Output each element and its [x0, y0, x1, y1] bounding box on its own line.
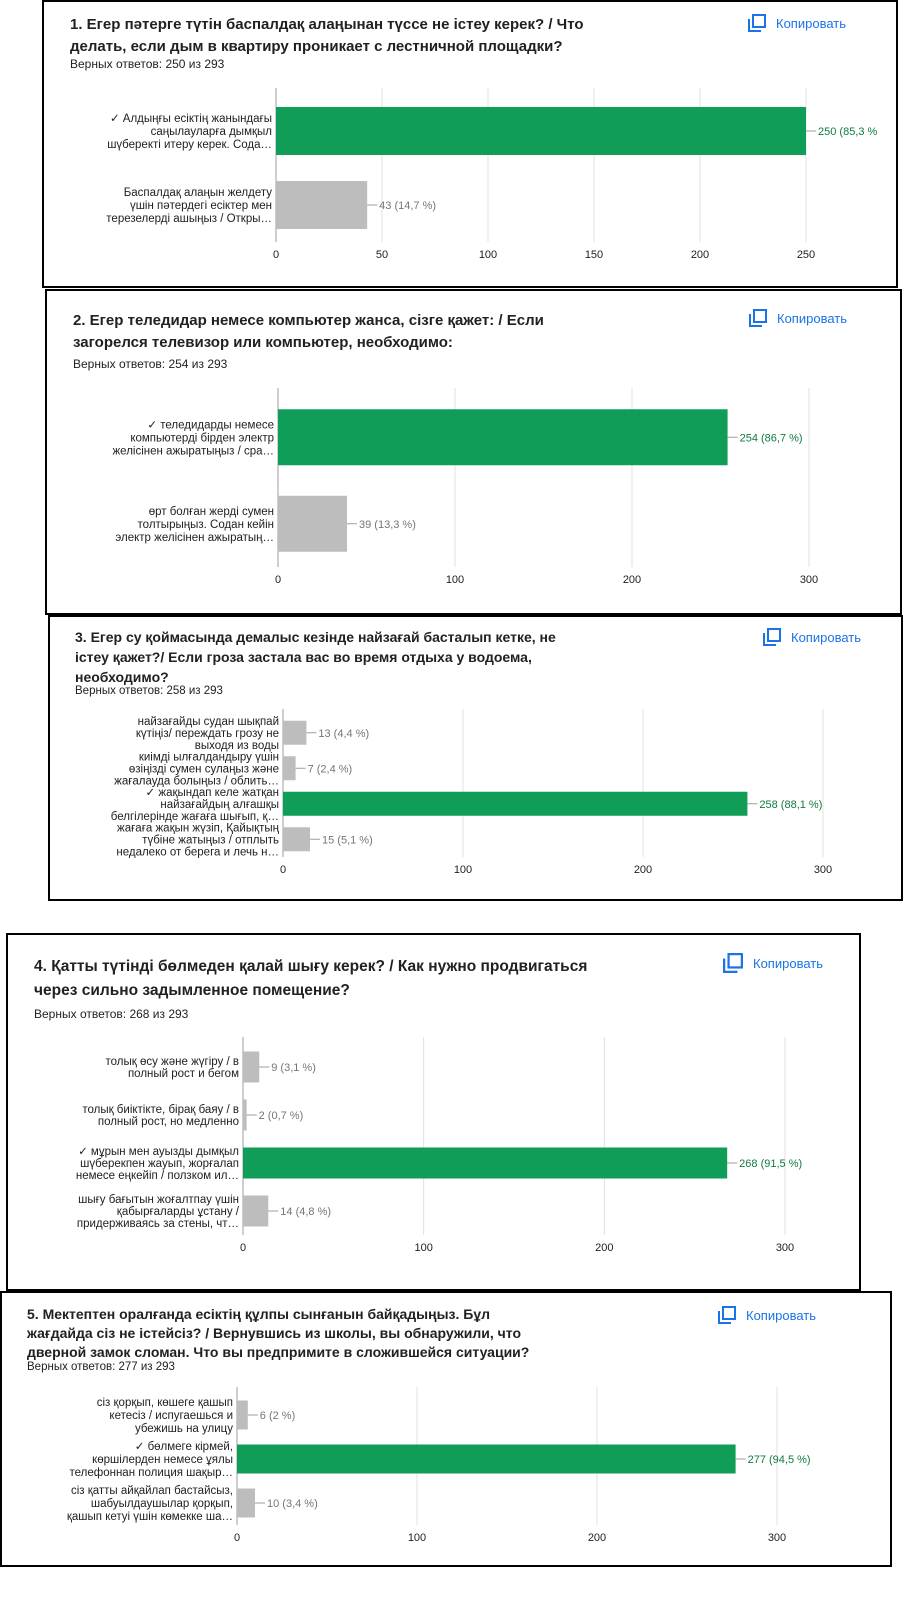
category-label-line: электр желісінен ажыратың…	[115, 531, 274, 544]
value-label: 9 (3,1 %)	[271, 1062, 316, 1074]
category-label-line: убежишь на улицу	[134, 1423, 233, 1435]
category-label-line: үшін пәтердегі есіктер мен	[129, 200, 272, 212]
bar-chart	[8, 935, 863, 1293]
category-label-line: шабуылдаушылар қорқып,	[90, 1498, 233, 1510]
category-label-line: кетесіз / испугаешься и	[109, 1410, 233, 1422]
answer-bar	[276, 181, 367, 229]
answer-bar	[278, 496, 347, 552]
category-label-line: түбіне жатыңыз / отплыть	[142, 834, 279, 847]
category-label	[69, 1441, 233, 1479]
question-title: 5. Мектептен оралғанда есіктің құлпы сынғанын байқадыңыз. Бұл жағдайда сіз не істейсіз? / Вернувшись из школы, вы обнаружили, что дверной замок сломан. Что вы предпримите в сложившейся ситуации?	[27, 1306, 530, 1360]
answer-bar	[237, 1489, 255, 1518]
category-label-line: ✓ теледидарды немесе	[147, 419, 274, 432]
category-label	[111, 787, 279, 823]
category-label	[114, 751, 279, 787]
category-label-line: ✓ Алдыңғы есіктің жанындағы	[109, 113, 272, 125]
correct-answers-count: Верных ответов: 268 из 293	[34, 1007, 189, 1021]
value-label: 268 (91,5 %)	[739, 1158, 803, 1170]
category-label-line: немесе еңкейіп / ползком ил…	[75, 1170, 239, 1182]
question-title: 2. Егер теледидар немесе компьютер жанса, сізге қажет: / Если загорелся телевизор или компьютер, необходимо:	[73, 312, 544, 351]
value-label: 254 (86,7 %)	[739, 432, 803, 445]
category-label	[97, 1397, 233, 1435]
category-label-line: қашып кетуі үшін көмекке ша…	[66, 1511, 233, 1523]
copy-label: Копировать	[746, 1307, 816, 1323]
value-label: 7 (2,4 %)	[307, 763, 353, 776]
question-title: 4. Қатты түтінді бөлмеден қалай шығу керек? / Как нужно продвигаться через сильно задымленное помещение?	[34, 958, 588, 999]
tick-label: 200	[595, 1242, 614, 1254]
question-title: 1. Егер пәтерге түтін баспалдақ алаңынан түссе не істеу керек? / Что делать, если дым в квартиру проникает с лестничной площадки?	[70, 16, 584, 55]
category-label-line: шығу бағытын жоғалтпау үшін	[78, 1194, 239, 1206]
answer-bar	[283, 721, 306, 745]
category-label-line: жағаға жақын жүзіп, Қайықтың	[117, 822, 279, 835]
tick-label: 300	[799, 574, 819, 586]
value-label: 39 (13,3 %)	[359, 518, 416, 531]
category-label-line: телефоннан полиция шақыр…	[69, 1467, 233, 1479]
category-label-line: придерживаясь за стены, чт…	[76, 1218, 239, 1230]
category-label-line: өрт болған жерді сумен	[148, 505, 274, 518]
correct-answer-bar	[243, 1148, 727, 1179]
category-label-line: көршілерден немесе ұялы	[92, 1454, 233, 1466]
category-label-line: шүберекпен жауып, жорғалап	[80, 1158, 239, 1170]
tick-label: 0	[239, 1242, 247, 1254]
category-label-line: жағалауда болыңыз / облить…	[114, 775, 279, 788]
copy-label: Копировать	[753, 955, 823, 971]
value-label: 258 (88,1 %)	[759, 798, 823, 811]
question-title: 3. Егер су қоймасында демалыс кезінде найзағай басталып кетке, не істеу қажет?/ Если гроза застала вас во время отдыха у водоема, необходимо?	[75, 629, 556, 685]
category-label	[136, 716, 279, 752]
value-label: 43 (14,7 %)	[379, 200, 437, 212]
value-label: 14 (4,8 %)	[280, 1206, 332, 1218]
question-card-3	[48, 615, 903, 901]
category-label-line: Баспалдақ алаңын желдету	[123, 187, 272, 199]
answer-bar	[283, 756, 296, 780]
answer-bar	[243, 1196, 268, 1227]
tick-label: 0	[233, 1532, 241, 1544]
value-label: 6 (2 %)	[259, 1410, 296, 1422]
correct-answers-count: Верных ответов: 277 из 293	[27, 1361, 175, 1373]
tick-label: 200	[690, 249, 710, 261]
category-label-line: сіз қатты айқайлап бастайсыз,	[70, 1485, 233, 1497]
tick-label: 100	[445, 574, 465, 586]
category-label	[106, 187, 272, 225]
category-label-line: найзағайдың алғашқы	[160, 798, 279, 811]
category-label-line: полный рост и бегом	[127, 1068, 239, 1080]
category-label	[115, 506, 274, 544]
answer-bar	[243, 1052, 259, 1083]
value-label: 277 (94,5 %)	[747, 1454, 811, 1466]
category-label-line: киімді ылғалдандыру үшін	[138, 751, 279, 764]
correct-answers-count: Верных ответов: 250 из 293	[70, 57, 225, 71]
category-label-line: толық өсу және жүгіру / в	[105, 1056, 239, 1068]
tick-label: 0	[274, 574, 282, 586]
question-card-2	[45, 289, 902, 615]
category-label-line: толтырыңыз. Содан кейін	[137, 518, 274, 531]
category-label	[105, 1056, 239, 1080]
copy-label: Копировать	[776, 15, 846, 31]
bar-chart	[50, 617, 905, 903]
answer-bar	[283, 827, 310, 851]
category-label-line: терезелерді ашыңыз / Откры…	[106, 213, 272, 225]
tick-label: 0	[272, 249, 280, 261]
category-label-line: полный рост, но медленно	[97, 1116, 239, 1128]
category-label-line: саңылауларға дымқыл	[150, 126, 272, 138]
bar-chart	[44, 2, 900, 290]
value-label: 10 (3,4 %)	[267, 1498, 318, 1510]
category-label-line: выходя из воды	[194, 739, 279, 752]
category-label-line: күтіңіз/ переждать грозу не	[135, 727, 279, 740]
category-label	[76, 1146, 239, 1182]
tick-label: 50	[375, 249, 389, 261]
correct-answers-count: Верных ответов: 254 из 293	[73, 357, 228, 371]
category-label-line: қабырғаларды ұстану /	[116, 1206, 239, 1218]
value-label: 250 (85,3 %	[818, 126, 878, 138]
tick-label: 100	[478, 249, 498, 261]
correct-answer-bar	[237, 1445, 736, 1474]
correct-answer-bar	[278, 409, 728, 465]
bar-chart	[47, 291, 904, 617]
category-label-line: сіз қорқып, көшеге қашып	[96, 1397, 233, 1409]
category-label-line: шүберекті итеру керек. Сода…	[107, 139, 272, 151]
category-label-line: ✓ жақындап келе жатқан	[145, 786, 279, 799]
question-card-1	[42, 0, 898, 288]
category-label-line: өзіңізді сумен сулаңыз және	[128, 763, 279, 776]
tick-label: 300	[813, 864, 833, 876]
category-label-line: найзағайды судан шықпай	[137, 715, 279, 728]
category-label-line: ✓ бөлмеге кірмей,	[134, 1441, 233, 1453]
tick-label: 100	[414, 1242, 433, 1254]
category-label	[107, 113, 272, 151]
correct-answer-bar	[283, 792, 747, 816]
category-label	[67, 1485, 233, 1523]
category-label	[116, 822, 279, 858]
answer-bar	[243, 1100, 247, 1131]
answer-bar	[237, 1401, 248, 1430]
tick-label: 0	[279, 864, 287, 876]
copy-label: Копировать	[791, 629, 861, 645]
tick-label: 300	[775, 1242, 795, 1254]
value-label: 15 (5,1 %)	[322, 834, 373, 847]
question-card-4	[6, 933, 861, 1291]
category-label-line: недалеко от берега и лечь н…	[116, 846, 279, 859]
category-label-line: ✓ мұрын мен ауызды дымқыл	[78, 1146, 239, 1158]
category-label	[112, 419, 274, 457]
tick-label: 150	[584, 249, 604, 261]
bar-chart	[2, 1293, 894, 1569]
category-label	[77, 1194, 240, 1230]
tick-label: 300	[767, 1532, 787, 1544]
tick-label: 250	[796, 249, 816, 261]
question-card-5	[0, 1291, 892, 1567]
value-label: 13 (4,4 %)	[318, 727, 370, 740]
tick-label: 100	[453, 864, 473, 876]
correct-answer-bar	[276, 107, 806, 155]
tick-label: 200	[633, 864, 653, 876]
category-label-line: белгілерінде жағаға шығып, қ…	[110, 810, 279, 823]
tick-label: 200	[622, 574, 642, 586]
category-label-line: компьютерді бірден электр	[130, 432, 274, 445]
category-label-line: толық биіктікте, бірақ баяу / в	[82, 1104, 239, 1116]
tick-label: 100	[407, 1532, 427, 1544]
tick-label: 200	[587, 1532, 607, 1544]
category-label-line: желісінен ажыратыңыз / сра…	[112, 445, 274, 458]
copy-label: Копировать	[777, 310, 847, 326]
correct-answers-count: Верных ответов: 258 из 293	[75, 685, 223, 697]
value-label: 2 (0,7 %)	[258, 1110, 304, 1122]
category-label	[82, 1104, 239, 1128]
